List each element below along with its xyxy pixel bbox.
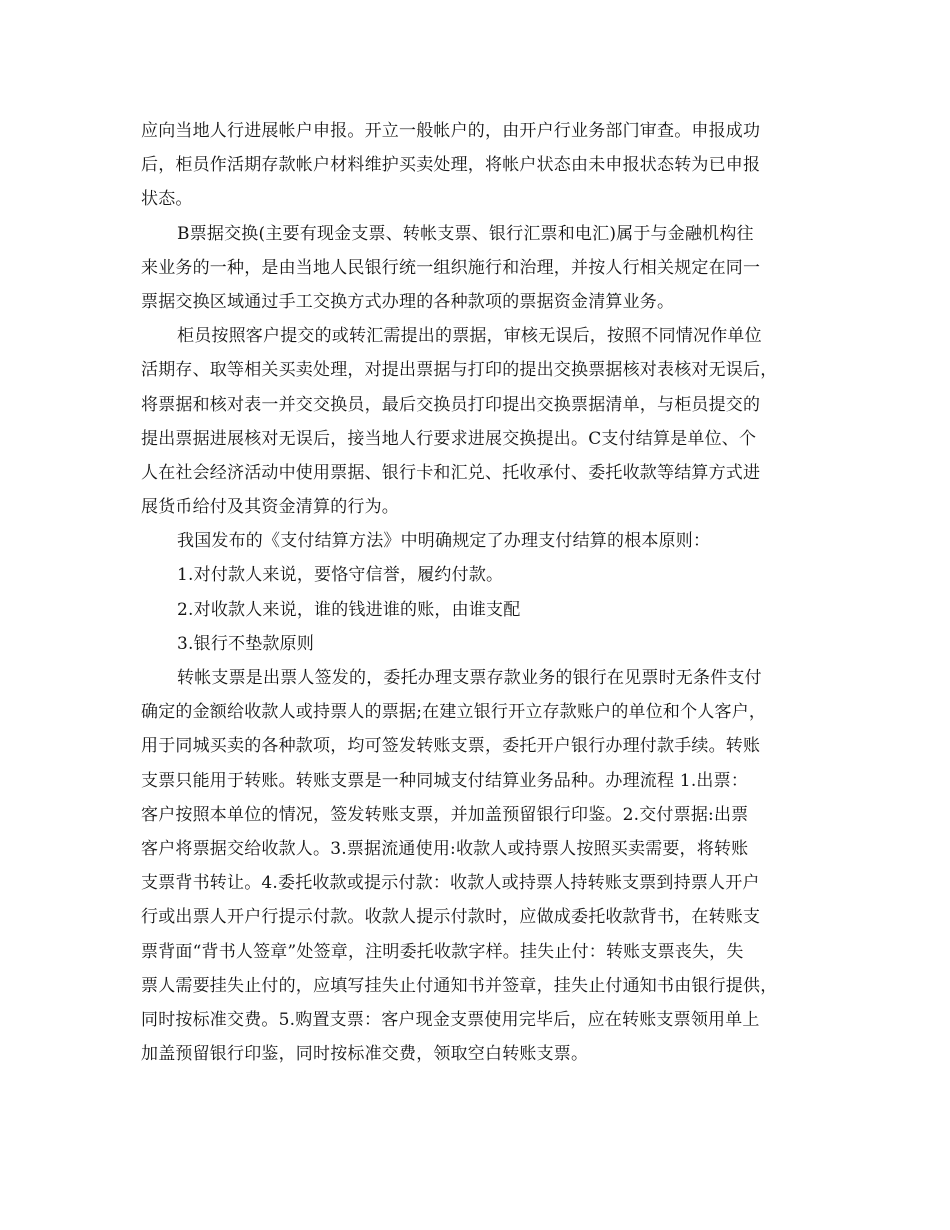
paragraph-first-line: 我国发布的《支付结算方法》中明确规定了办理支付结算的根本原则： [177, 531, 711, 552]
text-line: 加盖预留银行印鉴，同时按标准交费，领取空白转账支票。 [141, 1044, 589, 1065]
document-body [141, 114, 821, 1071]
text-line: 行或出票人开户行提示付款。收款人提示付款时，应做成委托收款背书，在转账支 [141, 907, 761, 928]
paragraph-first-line: B票据交换(主要有现金支票、转帐支票、银行汇票和电汇)属于与金融机构往 [177, 223, 754, 244]
text-line: 来业务的一种，是由当地人民银行统一组织施行和治理，并按人行相关规定在同一 [141, 257, 761, 278]
paragraph-first-line: 转帐支票是出票人签发的，委托办理支票存款业务的银行在见票时无条件支付 [177, 668, 762, 688]
text-line: 人在社会经济活动中使用票据、银行卡和汇兑、托收承付、委托收款等结算方式进 [141, 462, 761, 483]
text-line: 将票据和核对表一并交交换员，最后交换员打印提出交换票据清单，与柜员提交的 [141, 394, 761, 415]
text-line: 确定的金额给收款人或持票人的票据;在建立银行开立存款账户的单位和个人客户， [141, 702, 767, 723]
text-line: 提出票据进展核对无误后，接当地人行要求进展交换提出。C支付结算是单位、个 [141, 428, 757, 449]
text-line: 用于同城买卖的各种款项，均可签发转账支票，委托开户银行办理付款手续。转账 [141, 736, 761, 757]
paragraph-first-line: 柜员按照客户提交的或转汇需提出的票据，审核无误后，按照不同情况作单位 [177, 326, 762, 347]
text-line: 票据交换区域通过手工交换方式办理的各种款项的票据资金清算业务。 [141, 291, 675, 312]
text-line: 活期存、取等相关买卖处理，对提出票据与打印的提出交换票据核对表核对无误后， [141, 360, 778, 381]
list-item: 1.对付款人来说，要恪守信誉，履约付款。 [177, 565, 504, 586]
text-line: 客户将票据交给收款人。3.票据流通使用:收款人或持票人按照买卖需要，将转账 [141, 838, 749, 859]
list-item: 3.银行不垫款原则 [177, 633, 315, 654]
text-line: 应向当地人行进展帐户申报。开立一般帐户的，由开户行业务部门审查。申报成功 [141, 121, 761, 141]
text-line: 展货币给付及其资金清算的行为。 [141, 497, 399, 518]
text-line: 后，柜员作活期存款帐户材料维护买卖处理，将帐户状态由未申报状态转为已申报 [141, 155, 761, 176]
text-line: 票背面“背书人签章”处签章，注明委托收款字样。挂失止付：转账支票丧失，失 [141, 941, 744, 962]
text-line: 同时按标准交费。5.购置支票：客户现金支票使用完毕后，应在转账支票领用单上 [141, 1009, 760, 1030]
text-line: 支票只能用于转账。转账支票是一种同城支付结算业务品种。办理流程 1.出票： [141, 770, 749, 791]
text-line: 票人需要挂失止付的，应填写挂失止付通知书并签章，挂失止付通知书由银行提供， [141, 975, 778, 996]
text-line: 支票背书转让。4.委托收款或提示付款：收款人或持票人持转账支票到持票人开户 [141, 873, 760, 894]
list-item: 2.对收款人来说，谁的钱进谁的账，由谁支配 [177, 599, 521, 620]
text-line: 状态。 [141, 189, 193, 210]
text-line: 客户按照本单位的情况，签发转账支票，并加盖预留银行印鉴。2.交付票据:出票 [141, 804, 749, 825]
